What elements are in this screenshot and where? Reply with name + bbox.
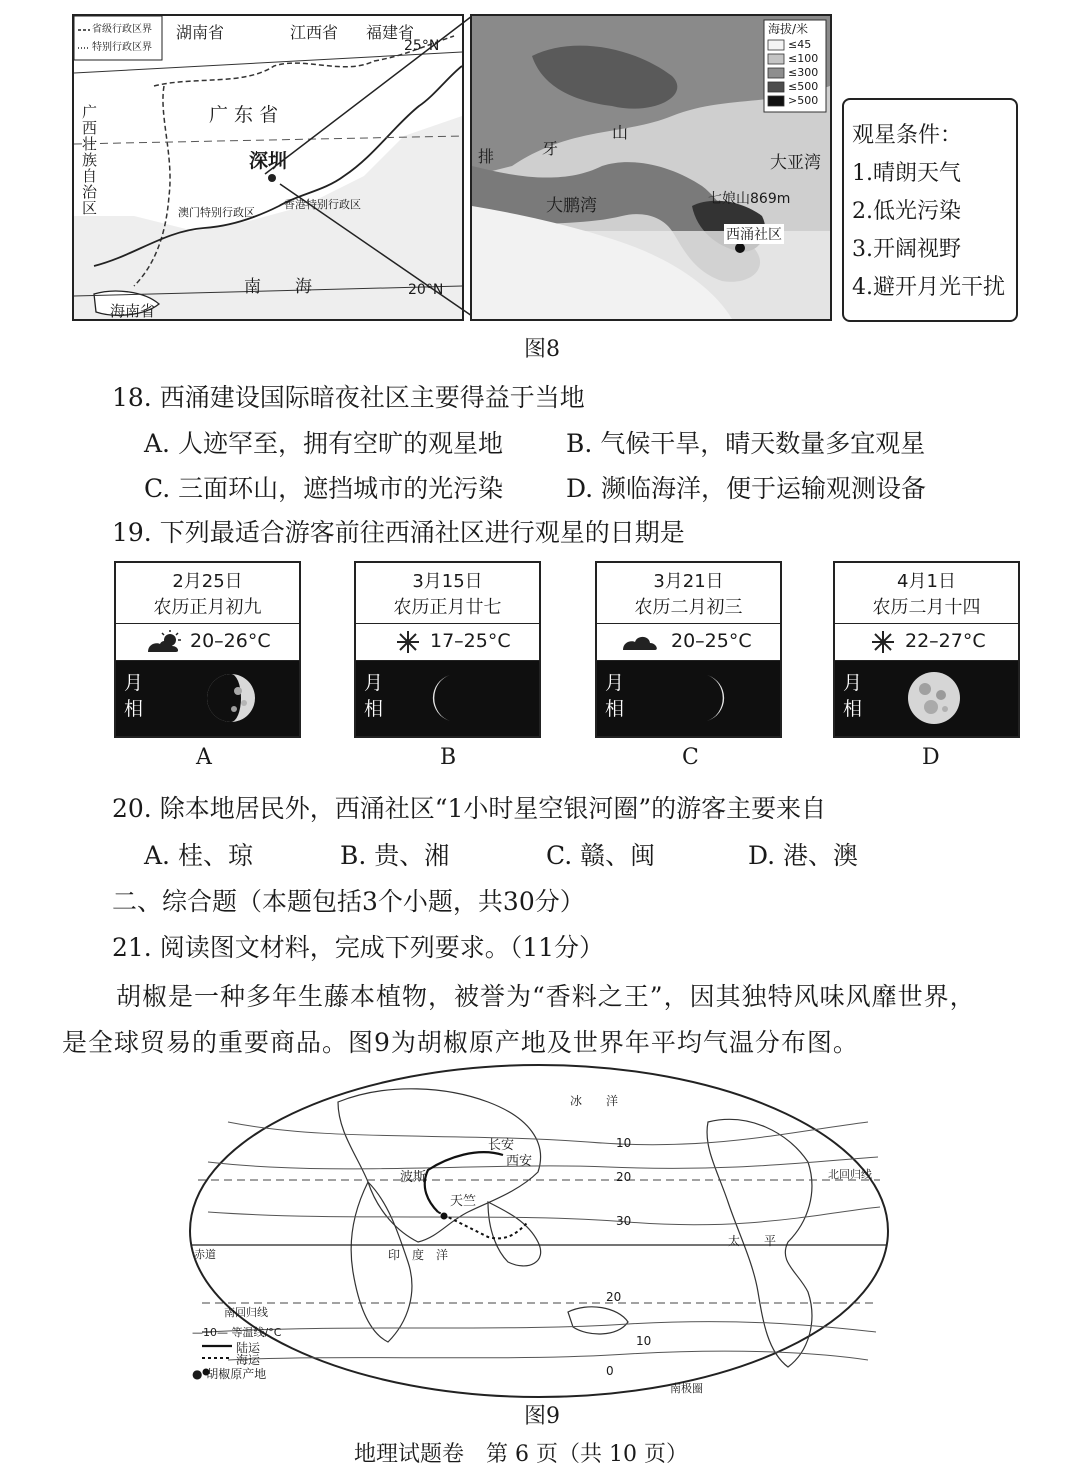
- moon-card-d[interactable]: [833, 561, 1020, 738]
- sunny-icon: [396, 630, 420, 654]
- q18-stem: 18. 西涌建设国际暗夜社区主要得益于当地: [112, 383, 585, 412]
- label-pai: 排: [478, 147, 495, 166]
- elevation-legend-item: >500: [788, 94, 819, 107]
- label-qiniangshan: 七娘山869m: [708, 191, 791, 207]
- label-ya: 牙: [542, 139, 559, 158]
- conditions-title: 观星条件：: [852, 123, 963, 148]
- label-isotherm-10s: 10: [636, 1334, 652, 1348]
- moon-phase-label: 月: [605, 672, 625, 694]
- label-fujian: 福建省: [366, 23, 415, 42]
- card-lunar-date: 农历正月初九: [153, 597, 262, 618]
- moon-card-b[interactable]: [354, 561, 541, 738]
- label-indian-ocean: 印 度 洋: [388, 1248, 449, 1262]
- elevation-legend-item: ≤100: [788, 52, 819, 65]
- q20-option-b[interactable]: B. 贵、湘: [340, 841, 450, 870]
- label-shan: 山: [612, 123, 629, 142]
- legend-isotherm: —10— 等温线/°C: [192, 1326, 282, 1339]
- card-letter-d: D: [922, 745, 940, 770]
- card-date: 3月15日: [412, 571, 483, 592]
- card-lunar-date: 农历正月廿七: [393, 597, 502, 618]
- label-dayawan: 大亚湾: [770, 153, 821, 173]
- legend-pepper-origin: ● 胡椒原产地: [192, 1367, 267, 1381]
- label-persia: 波斯: [400, 1170, 427, 1185]
- label-changan: 长安: [488, 1138, 515, 1153]
- label-dapengwan: 大鹏湾: [546, 196, 597, 216]
- waxing-crescent-moon-icon: [695, 671, 725, 725]
- q20-stem: 20. 除本地居民外，西涌社区“1小时星空银河圈”的游客主要来自: [112, 794, 827, 823]
- label-isotherm-30: 30: [616, 1214, 632, 1228]
- moon-phase-label: 月: [124, 672, 144, 694]
- label-isotherm-0: 0: [606, 1364, 614, 1378]
- card-lunar-date: 农历二月十四: [872, 597, 981, 618]
- label-shenzhen: 深圳: [249, 150, 288, 172]
- legend-province-border: 省级行政区界: [92, 24, 152, 35]
- legend-sea-route: 海运: [236, 1353, 261, 1367]
- moon-phase-label: 相: [843, 698, 863, 720]
- label-south-sea: 南 海: [244, 277, 312, 297]
- q20-option-c[interactable]: C. 赣、闽: [546, 841, 656, 870]
- moon-phase-label: 相: [605, 698, 625, 720]
- label-lat-20: 20°N: [408, 282, 444, 298]
- q19-stem: 19. 下列最适合游客前往西涌社区进行观星的日期是: [112, 518, 685, 547]
- stargazing-conditions-box: [842, 98, 1018, 322]
- sunny-icon: [871, 630, 895, 654]
- label-hunan: 湖南省: [176, 23, 225, 42]
- full-moon-icon: [905, 669, 963, 727]
- moon-card-a[interactable]: [114, 561, 301, 738]
- page-footer: 地理试题卷 第 6 页（共 10 页）: [354, 1442, 688, 1467]
- cloudy-icon: [621, 632, 661, 652]
- label-hongkong: 香港特别行政区: [284, 198, 361, 211]
- label-xian: 西安: [506, 1154, 533, 1169]
- label-antarctic-circle: 南极圈: [670, 1382, 703, 1395]
- condition-item: 4.避开月光干扰: [852, 275, 1005, 300]
- label-isotherm-20s: 20: [606, 1290, 622, 1304]
- label-guangdong: 广 东 省: [209, 104, 279, 126]
- card-temperature: 20–26°C: [190, 630, 271, 652]
- moon-phase-label: 相: [124, 698, 144, 720]
- card-date: 2月25日: [172, 571, 243, 592]
- card-temperature: 22–27°C: [905, 630, 986, 652]
- partly-cloudy-icon: [146, 630, 186, 654]
- zoom-connector-lines: [260, 14, 475, 319]
- label-macao: 澳门特别行政区: [178, 206, 255, 219]
- condition-item: 3.开阔视野: [852, 237, 961, 262]
- world-temperature-map: [188, 1062, 890, 1400]
- legend-sar-border: 特别行政区界: [92, 42, 152, 53]
- card-date: 4月1日: [897, 571, 956, 592]
- label-xiyong-community: 西涌社区: [724, 224, 784, 244]
- card-letter-c: C: [682, 745, 699, 770]
- figure8-caption: 图8: [524, 337, 560, 362]
- elevation-legend-item: ≤500: [788, 80, 819, 93]
- label-isotherm-10n: 10: [616, 1136, 632, 1150]
- legend-land-route: 陆运: [236, 1341, 261, 1355]
- card-lunar-date: 农历二月初三: [634, 597, 743, 618]
- q18-option-b[interactable]: B. 气候干旱，晴天数量多宜观星: [566, 429, 926, 458]
- card-temperature: 17–25°C: [430, 630, 511, 652]
- label-hainan: 海南省: [110, 302, 156, 320]
- moon-card-c[interactable]: [595, 561, 782, 738]
- condition-item: 1.晴朗天气: [852, 161, 961, 186]
- label-isotherm-20n: 20: [616, 1170, 632, 1184]
- card-date: 3月21日: [653, 571, 724, 592]
- waning-crescent-moon-icon: [432, 671, 462, 725]
- label-guangxi: 广西壮族自治区: [82, 103, 98, 217]
- label-tropic-capricorn: 南回归线: [224, 1306, 268, 1319]
- q18-option-a[interactable]: A. 人迹罕至，拥有空旷的观星地: [144, 429, 503, 458]
- q21-paragraph-line2: 是全球贸易的重要商品。图9为胡椒原产地及世界年平均气温分布图。: [62, 1028, 859, 1057]
- elevation-legend-item: ≤45: [788, 38, 812, 51]
- figure9-caption: 图9: [524, 1404, 560, 1429]
- card-letter-b: B: [440, 745, 457, 770]
- waxing-gibbous-moon-icon: [204, 671, 258, 725]
- q21-stem: 21. 阅读图文材料，完成下列要求。（11分）: [112, 933, 605, 962]
- label-equator: 赤道: [194, 1248, 216, 1261]
- label-arctic-ocean: 冰 洋: [570, 1094, 619, 1108]
- world-map-drawing: [188, 1062, 890, 1400]
- card-letter-a: A: [196, 745, 212, 770]
- elevation-legend-item: ≤300: [788, 66, 819, 79]
- label-pacific-ocean: 太 平: [728, 1234, 777, 1248]
- moon-phase-label: 月: [364, 672, 384, 694]
- label-lat-25: 25°N: [404, 38, 440, 54]
- moon-phase-label: 相: [364, 698, 384, 720]
- q20-option-a[interactable]: A. 桂、琼: [144, 841, 253, 870]
- label-tianzhu: 天竺: [450, 1194, 477, 1209]
- label-jiangxi: 江西省: [290, 23, 339, 42]
- q20-option-d[interactable]: D. 港、澳: [748, 841, 859, 870]
- moon-phase-label: 月: [843, 672, 863, 694]
- condition-item: 2.低光污染: [852, 199, 961, 224]
- q18-option-c[interactable]: C. 三面环山，遮挡城市的光污染: [144, 474, 504, 503]
- card-temperature: 20–25°C: [671, 630, 752, 652]
- elevation-legend-title: 海拔/米: [768, 22, 809, 36]
- q18-option-d[interactable]: D. 濒临海洋，便于运输观测设备: [566, 474, 927, 503]
- q21-paragraph-line1: 胡椒是一种多年生藤本植物，被誉为“香料之王”，因其独特风味风靡世界，: [116, 982, 976, 1011]
- label-tropic-cancer: 北回归线: [828, 1168, 872, 1181]
- section2-heading: 二、综合题（本题包括3个小题，共30分）: [112, 887, 585, 916]
- dapeng-peninsula-map: [470, 14, 832, 321]
